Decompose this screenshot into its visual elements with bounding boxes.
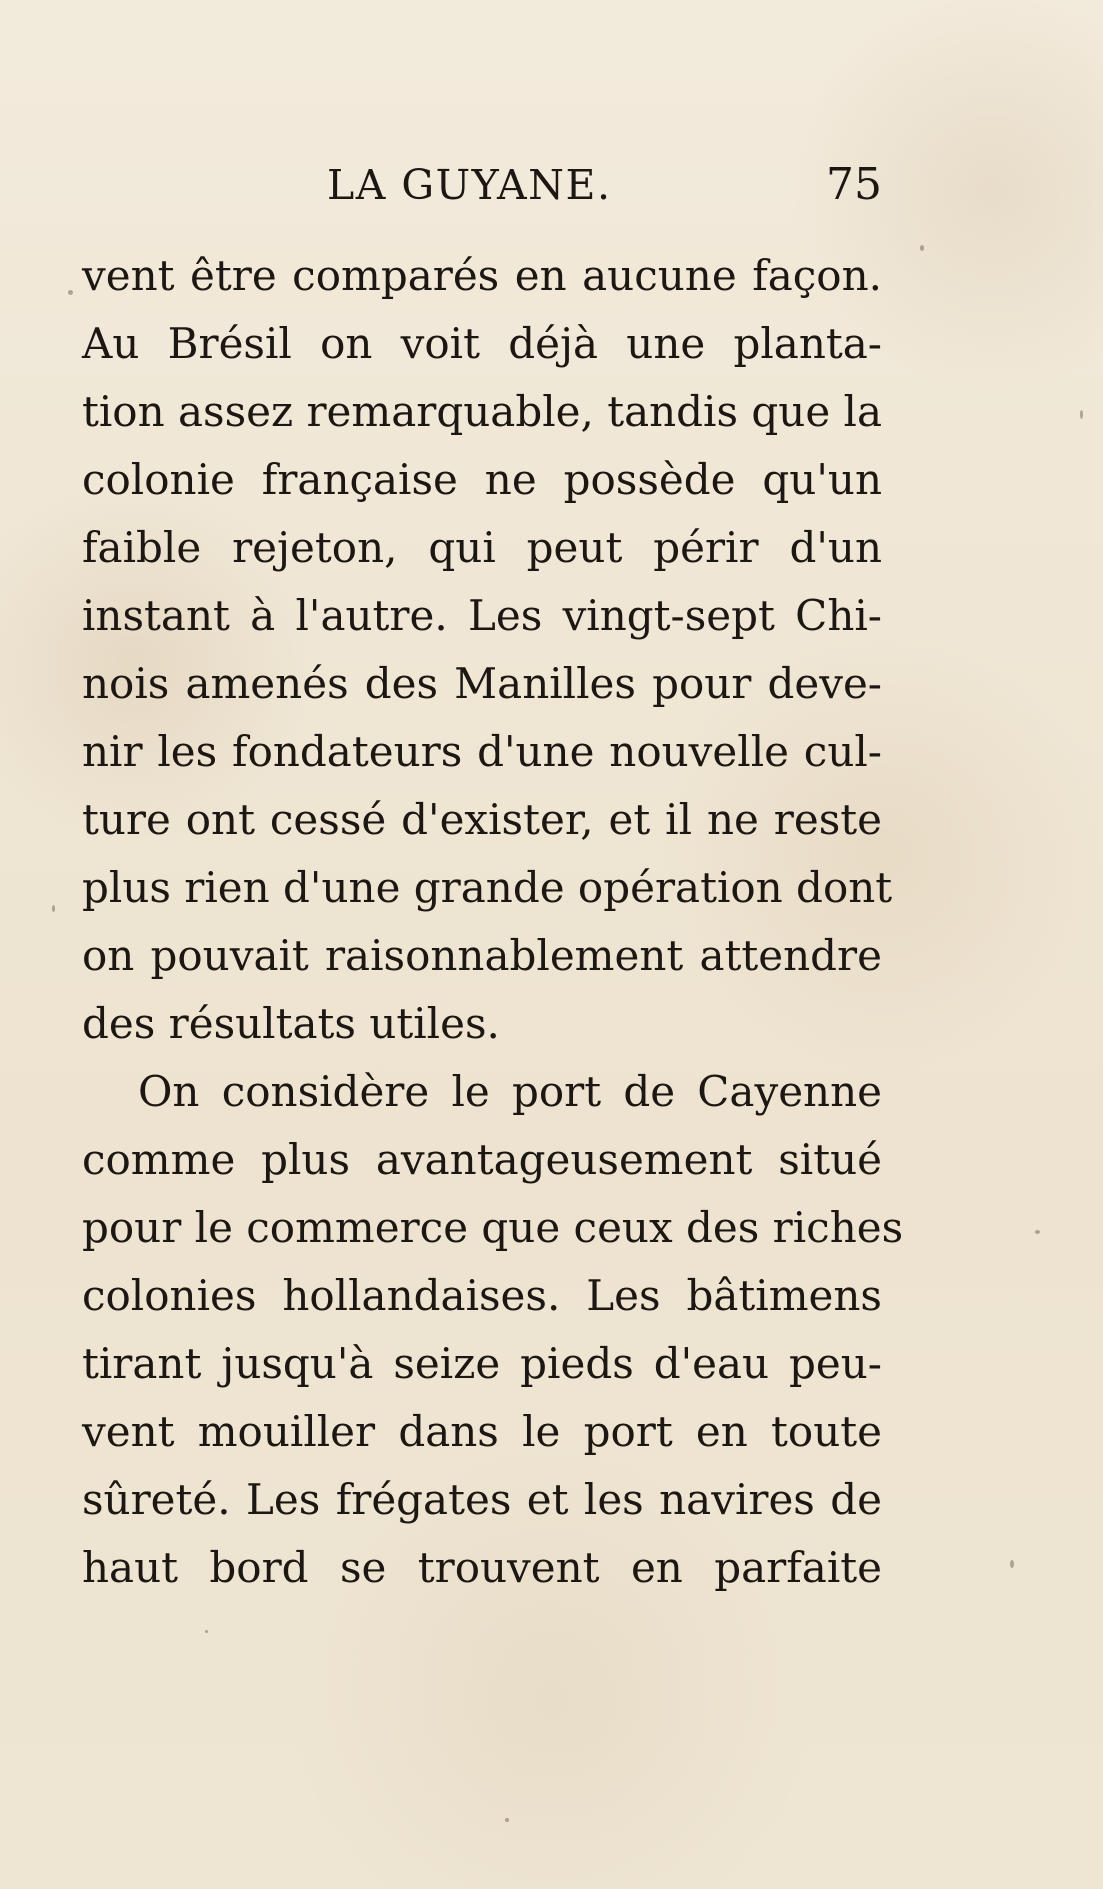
- text-line: tirant jusqu'à seize pieds d'eau peu-: [82, 1339, 882, 1388]
- text-line: ture ont cessé d'exister, et il ne reste: [82, 795, 882, 844]
- text-line: vent mouiller dans le port en toute: [82, 1407, 882, 1456]
- paper-speck: [1035, 1230, 1040, 1234]
- text-line: comme plus avantageusement situé: [82, 1135, 882, 1184]
- text-line: plus rien d'une grande opération dont: [82, 863, 893, 912]
- text-line: sûreté. Les frégates et les navires de: [82, 1475, 882, 1524]
- text-line: Au Brésil on voit déjà une planta-: [82, 319, 882, 368]
- paper-speck: [920, 245, 924, 251]
- text-line: tion assez remarquable, tandis que la: [82, 387, 883, 436]
- text-line: pour le commerce que ceux des riches: [82, 1203, 904, 1252]
- paragraph: [82, 1058, 904, 1602]
- running-head: LA GUYANE.: [327, 161, 612, 209]
- text-line: faible rejeton, qui peut périr d'un: [82, 523, 882, 572]
- paper-speck: [205, 1630, 208, 1633]
- text-line: vent être comparés en aucune façon.: [82, 251, 882, 300]
- paper-speck: [52, 905, 55, 912]
- paper-speck: [1080, 410, 1083, 419]
- text-line: colonies hollandaises. Les bâtimens: [82, 1271, 882, 1320]
- paper-speck: [1010, 1560, 1014, 1568]
- text-line: nois amenés des Manilles pour deve-: [82, 659, 882, 708]
- text-line: On considère le port de Cayenne: [138, 1067, 882, 1116]
- text-line: instant à l'autre. Les vingt-sept Chi-: [82, 591, 882, 640]
- text-line: on pouvait raisonnablement attendre: [82, 931, 882, 980]
- paper-speck: [68, 290, 73, 295]
- page-number: 75: [826, 159, 882, 210]
- paragraph: [82, 242, 893, 1058]
- text-line: haut bord se trouvent en parfaite: [82, 1543, 882, 1592]
- text-line: des résultats utiles.: [82, 999, 500, 1048]
- text-line: colonie française ne possède qu'un: [82, 455, 882, 504]
- paper-speck: [505, 1818, 509, 1822]
- body-text: [82, 242, 904, 1602]
- page-header: [0, 155, 1103, 215]
- text-line: nir les fondateurs d'une nouvelle cul-: [82, 727, 882, 776]
